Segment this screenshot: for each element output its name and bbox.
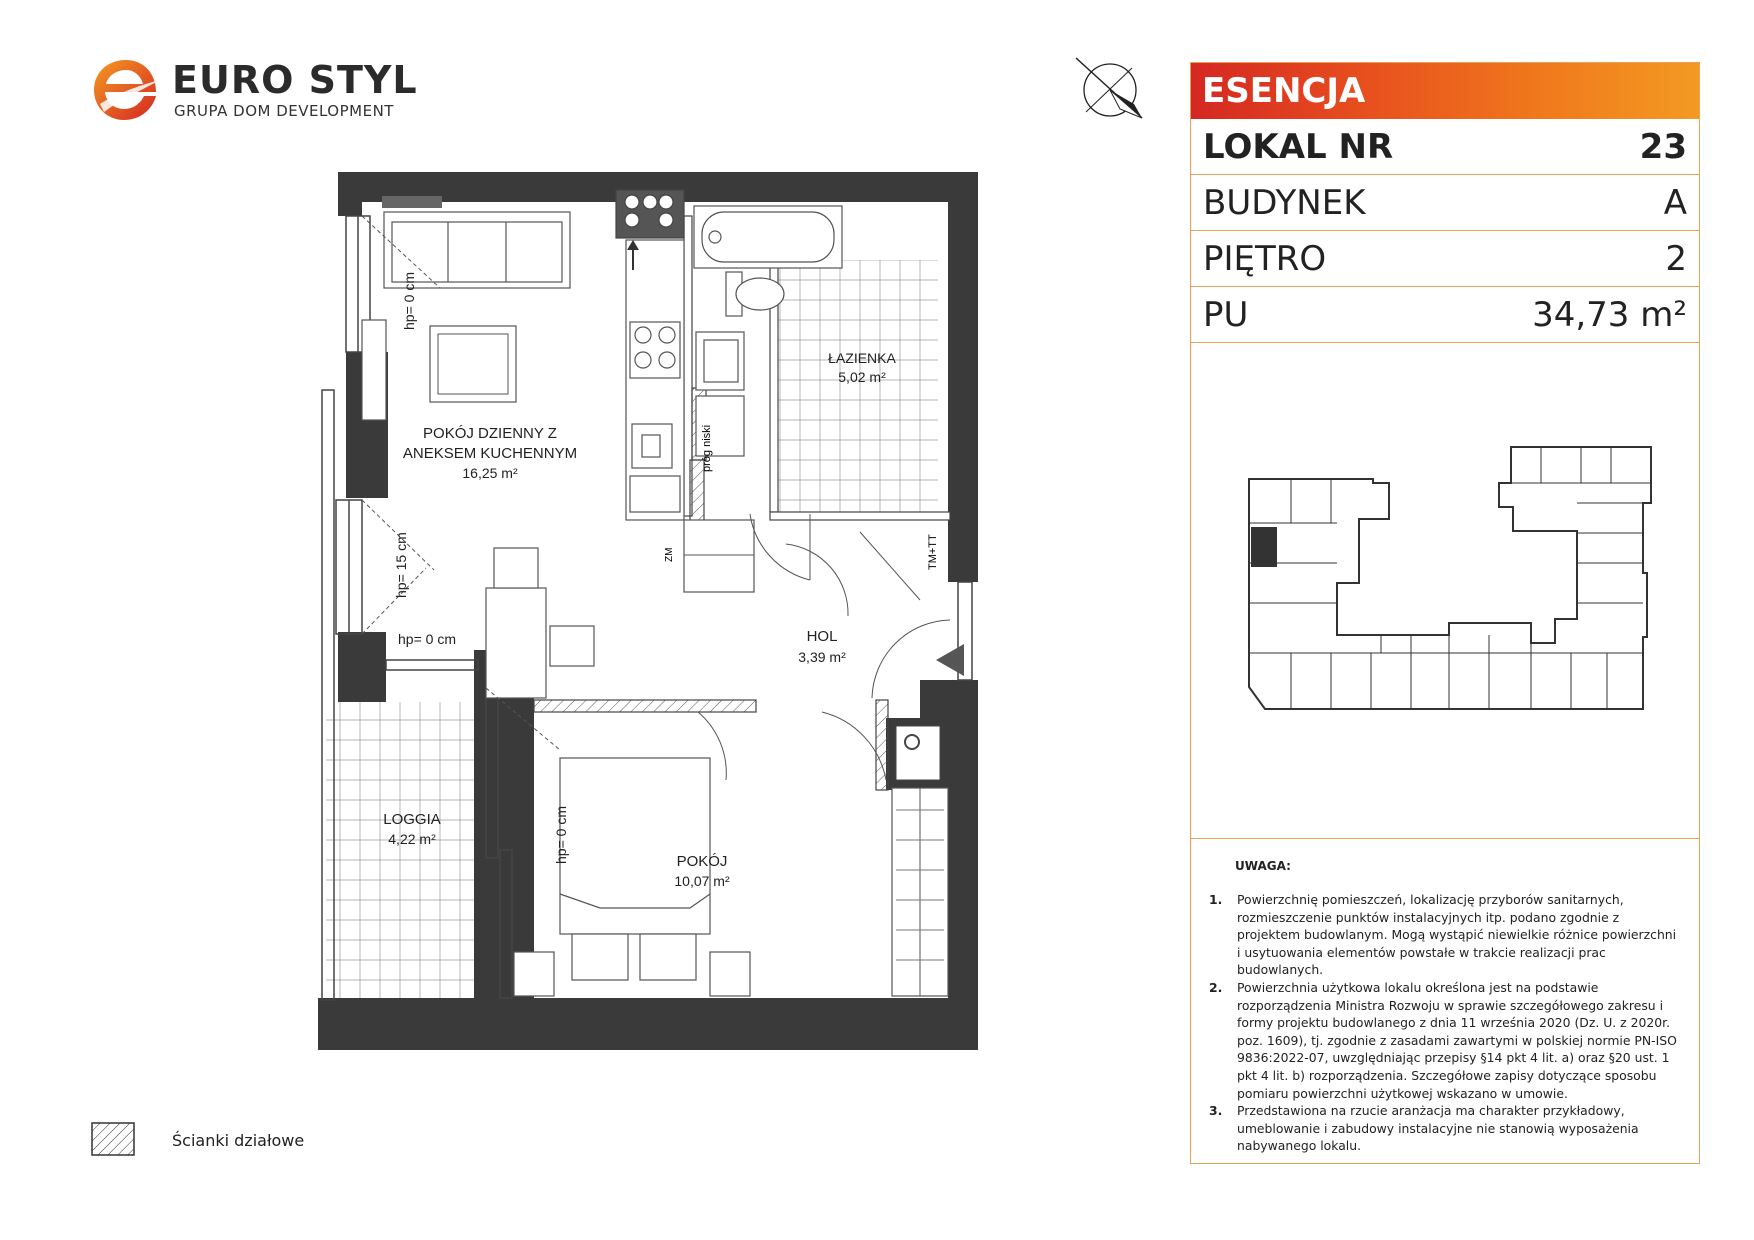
boiler (616, 190, 684, 238)
kitchen-counter (626, 240, 684, 520)
info-row-lokal (1191, 119, 1699, 175)
nightstand (710, 952, 750, 996)
living-room-area: 16,25 m² (462, 465, 518, 481)
notes-list (1209, 891, 1681, 1155)
hall-name: HOL (806, 628, 838, 645)
info-panel (1190, 62, 1700, 1164)
floor-plan (300, 160, 1000, 1060)
partition-wall-legend-icon (91, 1122, 135, 1156)
notes-title: UWAGA: (1235, 859, 1291, 873)
info-row-budynek (1191, 175, 1699, 231)
project-name: ESENCJA (1191, 63, 1699, 119)
wardrobe-kitchen (684, 520, 754, 592)
info-label: BUDYNEK (1203, 182, 1366, 223)
info-label: PU (1203, 294, 1249, 335)
hp-label-2: hp= 15 cm (393, 532, 409, 598)
note-number: 1. (1209, 892, 1223, 907)
info-row-pietro (1191, 231, 1699, 287)
bathtub (694, 206, 842, 268)
info-label: LOKAL NR (1203, 126, 1394, 167)
threshold-label: próg niski (701, 424, 713, 472)
notes-separator (1191, 838, 1699, 839)
hp-label-1: hp= 0 cm (401, 272, 417, 330)
info-value: 34,73 m² (1532, 294, 1687, 335)
entrance-arrow-icon (936, 644, 964, 676)
dining-table (486, 588, 546, 698)
living-room-name-2: ANEKSEM KUCHENNYM (402, 445, 578, 462)
info-label: PIĘTRO (1203, 238, 1327, 279)
bedroom-name: POKÓJ (676, 853, 728, 870)
bathroom-floor (778, 260, 938, 512)
loggia-area: 4,22 m² (388, 831, 436, 847)
coffee-table (430, 326, 516, 402)
legend-label: Ścianki działowe (172, 1131, 305, 1150)
meter-box (896, 726, 940, 780)
euro-styl-logo-icon (90, 56, 162, 124)
hp-label-4: hp= 0 cm (553, 806, 569, 864)
note-text: Powierzchnia użytkowa lokalu określona jest na podstawie rozporządzenia Ministra Rozwoju w sprawie szczegółowego zakresu i formy projektu budowlanego z dnia 11 września 2020 (Dz. U. z 2020r. poz. 1609), tj. zgodnie z zasadami zawartymi w polskiej normie PN-ISO 9836:2022-07, uwzględniając przepisy §14 pkt 4 lit. a) oraz §20 ust. 1 pkt 4 lit. b) rozporządzenia. Szczegółowe zapisy dotyczące sposobu pomiaru powierzchni użytkowej wskazano w umowie. (1237, 979, 1677, 1101)
bedroom-area: 10,07 m² (674, 873, 730, 889)
note-item (1209, 1102, 1681, 1155)
chair (550, 626, 594, 666)
brand-name: EURO STYL (172, 58, 418, 102)
brand-logo (90, 56, 418, 126)
note-number: 2. (1209, 979, 1223, 995)
bathroom-name: ŁAZIENKA (828, 350, 896, 366)
info-row-pu (1191, 287, 1699, 343)
fridge-label: ZM (664, 547, 675, 562)
info-value: 2 (1665, 238, 1687, 279)
note-number: 3. (1209, 1103, 1223, 1119)
sink (696, 332, 744, 390)
info-value: 23 (1639, 126, 1687, 167)
note-item (1209, 979, 1681, 1102)
tv-unit (362, 320, 386, 420)
living-room-name-1: POKÓJ DZIENNY Z (423, 425, 557, 442)
bathroom-area: 5,02 m² (838, 369, 886, 385)
nightstand (514, 952, 554, 996)
chair (494, 548, 538, 588)
note-text: Powierzchnię pomieszczeń, lokalizację przyborów sanitarnych, rozmieszczenie punktów instalacyjnych itp. podano zgodnie z projektem budowlanym. Mogą wystąpić niewielkie różnice powierzchni i usytuowania elementów powstałe w trakcie realizacji prac budowlanych. (1237, 892, 1677, 978)
radiator (382, 196, 442, 208)
info-value: A (1663, 182, 1687, 223)
hp-label-3: hp= 0 cm (398, 631, 456, 647)
brand-subtitle: GRUPA DOM DEVELOPMENT (174, 102, 394, 120)
unit-highlight (1251, 527, 1277, 567)
note-text: Przedstawiona na rzucie aranżacja ma charakter przykładowy, umeblowanie i zabudowy instalacyjne nie stanowią wyposażenia nabywanego lokalu. (1237, 1103, 1639, 1154)
building-key-plan (1231, 423, 1671, 733)
loggia-name: LOGGIA (383, 811, 441, 828)
hall-area: 3,39 m² (798, 649, 846, 665)
note-item (1209, 891, 1681, 979)
north-arrow-icon (1072, 54, 1148, 124)
meters-label: TM+TT (927, 534, 939, 570)
